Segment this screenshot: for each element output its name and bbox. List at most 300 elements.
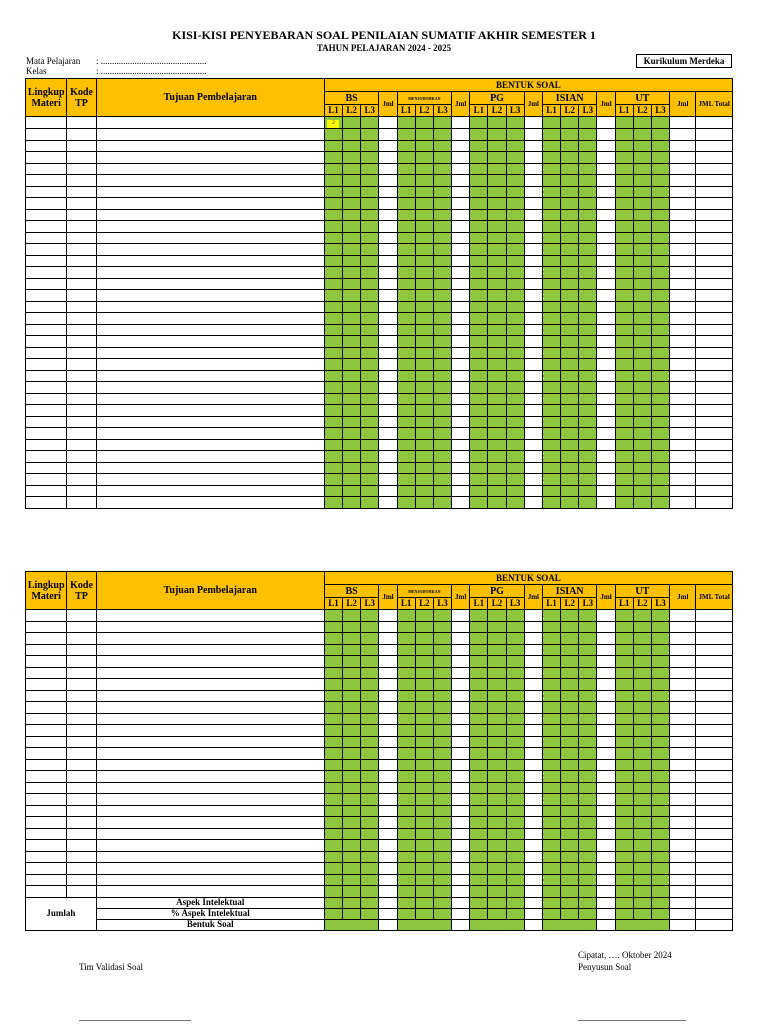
cell-level[interactable]	[579, 186, 597, 198]
cell-jml[interactable]	[597, 679, 615, 691]
cell-level[interactable]	[579, 405, 597, 417]
cell-jml[interactable]	[524, 347, 542, 359]
cell-jml-total[interactable]	[696, 782, 733, 794]
cell-level[interactable]	[633, 416, 651, 428]
cell-level[interactable]	[579, 462, 597, 474]
cell-level[interactable]	[361, 702, 379, 714]
cell-level[interactable]	[633, 736, 651, 748]
cell-tujuan[interactable]	[96, 497, 324, 509]
cell-tujuan[interactable]	[96, 851, 324, 863]
cell-jml[interactable]	[670, 428, 696, 440]
cell-level[interactable]	[488, 175, 506, 187]
summary-cell-level[interactable]	[651, 897, 669, 908]
cell-level[interactable]	[615, 656, 633, 668]
cell-level[interactable]	[633, 713, 651, 725]
cell-jml[interactable]	[379, 794, 397, 806]
cell-level[interactable]	[561, 851, 579, 863]
cell-level[interactable]	[633, 782, 651, 794]
cell-level[interactable]	[542, 152, 560, 164]
cell-level[interactable]	[433, 198, 451, 210]
cell-level[interactable]	[579, 725, 597, 737]
cell-jml[interactable]	[670, 725, 696, 737]
cell-level[interactable]	[361, 175, 379, 187]
cell-level[interactable]	[651, 713, 669, 725]
cell-level[interactable]	[561, 644, 579, 656]
cell-jml[interactable]	[597, 140, 615, 152]
cell-level[interactable]	[361, 198, 379, 210]
cell-jml-total[interactable]	[696, 209, 733, 221]
cell-jml[interactable]	[379, 736, 397, 748]
cell-jml[interactable]	[379, 485, 397, 497]
cell-jml[interactable]	[379, 221, 397, 233]
cell-level[interactable]	[651, 771, 669, 783]
cell-level[interactable]	[343, 416, 361, 428]
cell-level[interactable]	[470, 690, 488, 702]
cell-level[interactable]	[615, 324, 633, 336]
cell-kode[interactable]	[67, 771, 96, 783]
cell-jml[interactable]	[452, 840, 470, 852]
cell-jml[interactable]	[597, 301, 615, 313]
cell-level[interactable]	[579, 621, 597, 633]
cell-level[interactable]	[415, 497, 433, 509]
cell-level[interactable]	[651, 163, 669, 175]
cell-level[interactable]	[633, 152, 651, 164]
cell-level[interactable]	[343, 485, 361, 497]
cell-jml[interactable]	[452, 759, 470, 771]
cell-level[interactable]	[361, 782, 379, 794]
cell-jml[interactable]	[597, 886, 615, 898]
cell-level[interactable]	[488, 863, 506, 875]
cell-level[interactable]	[542, 736, 560, 748]
cell-level[interactable]	[651, 794, 669, 806]
cell-jml[interactable]	[670, 198, 696, 210]
cell-level[interactable]	[343, 336, 361, 348]
cell-level[interactable]	[506, 405, 524, 417]
cell-level[interactable]	[542, 462, 560, 474]
cell-level[interactable]	[324, 290, 342, 302]
cell-level[interactable]	[361, 290, 379, 302]
cell-jml[interactable]	[379, 267, 397, 279]
cell-level[interactable]	[433, 359, 451, 371]
cell-level[interactable]	[615, 301, 633, 313]
cell-level[interactable]	[433, 152, 451, 164]
cell-level[interactable]	[470, 863, 488, 875]
cell-jml[interactable]	[597, 713, 615, 725]
cell-level[interactable]	[470, 828, 488, 840]
cell-level[interactable]	[615, 163, 633, 175]
cell-jml[interactable]	[524, 382, 542, 394]
cell-level[interactable]	[324, 874, 342, 886]
cell-level[interactable]	[433, 794, 451, 806]
cell-jml-total[interactable]	[696, 794, 733, 806]
cell-level[interactable]	[651, 255, 669, 267]
cell-level[interactable]	[579, 497, 597, 509]
cell-level[interactable]	[415, 232, 433, 244]
cell-level[interactable]	[579, 290, 597, 302]
cell-level[interactable]	[324, 782, 342, 794]
cell-level[interactable]	[343, 679, 361, 691]
cell-level[interactable]	[542, 267, 560, 279]
cell-level[interactable]	[633, 725, 651, 737]
cell-level[interactable]	[433, 255, 451, 267]
cell-level[interactable]	[324, 382, 342, 394]
cell-jml[interactable]	[379, 359, 397, 371]
cell-jml[interactable]	[597, 439, 615, 451]
cell-jml[interactable]	[524, 117, 542, 129]
cell-level[interactable]	[488, 347, 506, 359]
cell-level[interactable]	[651, 186, 669, 198]
cell-level[interactable]	[324, 805, 342, 817]
cell-level[interactable]	[506, 805, 524, 817]
cell-jml[interactable]	[597, 497, 615, 509]
cell-lingkup[interactable]	[26, 690, 67, 702]
cell-level[interactable]	[561, 267, 579, 279]
cell-level[interactable]	[542, 713, 560, 725]
cell-lingkup[interactable]	[26, 382, 67, 394]
cell-level[interactable]	[415, 198, 433, 210]
cell-kode[interactable]	[67, 313, 96, 325]
cell-level[interactable]	[542, 759, 560, 771]
cell-jml[interactable]	[597, 474, 615, 486]
cell-lingkup[interactable]	[26, 313, 67, 325]
cell-level[interactable]	[506, 725, 524, 737]
cell-kode[interactable]	[67, 828, 96, 840]
cell-level[interactable]	[542, 416, 560, 428]
cell-level[interactable]	[361, 278, 379, 290]
cell-jml[interactable]	[452, 667, 470, 679]
cell-level[interactable]	[561, 451, 579, 463]
cell-jml[interactable]	[452, 347, 470, 359]
cell-level[interactable]	[579, 644, 597, 656]
cell-level[interactable]	[542, 828, 560, 840]
cell-jml[interactable]	[452, 267, 470, 279]
summary-cell-level[interactable]	[579, 908, 597, 919]
cell-lingkup[interactable]	[26, 485, 67, 497]
cell-level[interactable]	[361, 633, 379, 645]
cell-jml-total[interactable]	[696, 186, 733, 198]
cell-jml[interactable]	[524, 828, 542, 840]
cell-lingkup[interactable]	[26, 267, 67, 279]
cell-level[interactable]	[561, 690, 579, 702]
cell-lingkup[interactable]	[26, 175, 67, 187]
summary-cell-jml[interactable]	[597, 919, 615, 930]
cell-level[interactable]	[506, 451, 524, 463]
cell-level[interactable]	[433, 175, 451, 187]
cell-level[interactable]	[542, 817, 560, 829]
cell-jml-total[interactable]	[696, 462, 733, 474]
cell-jml[interactable]	[597, 644, 615, 656]
cell-level[interactable]	[397, 405, 415, 417]
cell-jml-total[interactable]	[696, 874, 733, 886]
cell-level[interactable]	[433, 725, 451, 737]
cell-level[interactable]	[542, 840, 560, 852]
cell-level[interactable]	[542, 702, 560, 714]
cell-jml-total[interactable]	[696, 679, 733, 691]
summary-cell-level[interactable]	[633, 897, 651, 908]
cell-jml[interactable]	[670, 817, 696, 829]
cell-kode[interactable]	[67, 336, 96, 348]
cell-jml[interactable]	[597, 163, 615, 175]
cell-kode[interactable]	[67, 679, 96, 691]
cell-level[interactable]	[397, 610, 415, 622]
cell-level[interactable]	[415, 163, 433, 175]
summary-cell-total[interactable]	[696, 908, 733, 919]
cell-level[interactable]	[397, 679, 415, 691]
cell-level[interactable]	[433, 301, 451, 313]
cell-level[interactable]	[579, 863, 597, 875]
summary-cell-level[interactable]	[324, 908, 342, 919]
cell-level[interactable]	[506, 198, 524, 210]
cell-level[interactable]	[397, 129, 415, 141]
cell-jml[interactable]	[597, 198, 615, 210]
cell-level[interactable]	[324, 439, 342, 451]
cell-jml[interactable]	[452, 633, 470, 645]
cell-level[interactable]	[488, 828, 506, 840]
cell-level[interactable]	[470, 474, 488, 486]
cell-kode[interactable]	[67, 393, 96, 405]
cell-level[interactable]	[561, 748, 579, 760]
cell-jml[interactable]	[524, 713, 542, 725]
cell-level[interactable]	[488, 313, 506, 325]
cell-level[interactable]	[579, 679, 597, 691]
cell-level[interactable]	[633, 863, 651, 875]
cell-level[interactable]	[433, 462, 451, 474]
cell-level[interactable]	[579, 485, 597, 497]
cell-jml[interactable]	[452, 152, 470, 164]
cell-level[interactable]	[470, 370, 488, 382]
cell-level[interactable]	[651, 175, 669, 187]
cell-jml[interactable]	[670, 451, 696, 463]
cell-jml[interactable]	[379, 817, 397, 829]
cell-level[interactable]	[615, 782, 633, 794]
cell-jml[interactable]	[524, 290, 542, 302]
cell-level[interactable]	[579, 117, 597, 129]
cell-level[interactable]	[506, 313, 524, 325]
cell-level[interactable]	[488, 140, 506, 152]
cell-level[interactable]	[615, 416, 633, 428]
cell-level[interactable]	[651, 805, 669, 817]
cell-level[interactable]	[488, 267, 506, 279]
cell-jml[interactable]	[670, 771, 696, 783]
cell-level[interactable]	[561, 485, 579, 497]
cell-jml[interactable]	[597, 221, 615, 233]
cell-level[interactable]	[415, 644, 433, 656]
summary-cell-bentuk[interactable]	[542, 919, 597, 930]
summary-cell-level[interactable]	[361, 908, 379, 919]
cell-level[interactable]	[470, 393, 488, 405]
cell-level[interactable]	[488, 771, 506, 783]
cell-level[interactable]	[488, 886, 506, 898]
cell-level[interactable]	[415, 347, 433, 359]
cell-level[interactable]	[488, 759, 506, 771]
cell-tujuan[interactable]	[96, 255, 324, 267]
cell-kode[interactable]	[67, 140, 96, 152]
cell-level[interactable]	[633, 621, 651, 633]
cell-level[interactable]	[470, 748, 488, 760]
cell-jml[interactable]	[524, 851, 542, 863]
cell-kode[interactable]	[67, 163, 96, 175]
cell-jml[interactable]	[597, 416, 615, 428]
cell-tujuan[interactable]	[96, 886, 324, 898]
cell-jml[interactable]	[524, 451, 542, 463]
cell-jml[interactable]	[524, 198, 542, 210]
cell-jml[interactable]	[597, 874, 615, 886]
cell-lingkup[interactable]	[26, 874, 67, 886]
cell-jml[interactable]	[597, 129, 615, 141]
cell-jml[interactable]	[379, 129, 397, 141]
summary-cell-total[interactable]	[696, 919, 733, 930]
cell-jml[interactable]	[452, 485, 470, 497]
cell-level[interactable]	[506, 817, 524, 829]
cell-jml[interactable]	[524, 129, 542, 141]
cell-level[interactable]	[470, 725, 488, 737]
cell-level[interactable]	[397, 209, 415, 221]
cell-level[interactable]	[470, 840, 488, 852]
cell-jml[interactable]	[524, 416, 542, 428]
cell-level[interactable]	[579, 736, 597, 748]
cell-level[interactable]	[324, 713, 342, 725]
cell-level[interactable]	[433, 851, 451, 863]
cell-level[interactable]	[542, 313, 560, 325]
cell-level[interactable]	[561, 840, 579, 852]
cell-jml[interactable]	[597, 485, 615, 497]
cell-jml-total[interactable]	[696, 382, 733, 394]
cell-level[interactable]	[561, 621, 579, 633]
cell-level[interactable]	[324, 851, 342, 863]
cell-jml-total[interactable]	[696, 129, 733, 141]
cell-jml[interactable]	[597, 244, 615, 256]
cell-level[interactable]	[343, 794, 361, 806]
cell-level[interactable]	[343, 828, 361, 840]
cell-level[interactable]	[433, 485, 451, 497]
cell-jml[interactable]	[452, 863, 470, 875]
cell-level[interactable]	[651, 863, 669, 875]
cell-jml[interactable]	[379, 633, 397, 645]
summary-cell-level[interactable]	[615, 897, 633, 908]
cell-level[interactable]	[579, 428, 597, 440]
cell-jml[interactable]	[379, 702, 397, 714]
cell-tujuan[interactable]	[96, 725, 324, 737]
summary-cell-bentuk[interactable]	[615, 919, 670, 930]
cell-jml-total[interactable]	[696, 656, 733, 668]
cell-level[interactable]	[615, 690, 633, 702]
cell-level[interactable]	[415, 301, 433, 313]
cell-jml[interactable]	[379, 313, 397, 325]
cell-level[interactable]	[470, 759, 488, 771]
cell-level[interactable]	[561, 439, 579, 451]
cell-level[interactable]	[343, 198, 361, 210]
cell-level[interactable]	[615, 347, 633, 359]
cell-level[interactable]	[615, 382, 633, 394]
cell-level[interactable]	[651, 633, 669, 645]
cell-jml[interactable]	[452, 748, 470, 760]
cell-jml[interactable]	[452, 416, 470, 428]
cell-level[interactable]	[506, 702, 524, 714]
cell-level[interactable]	[470, 428, 488, 440]
cell-level[interactable]	[542, 690, 560, 702]
cell-tujuan[interactable]	[96, 474, 324, 486]
cell-level[interactable]	[397, 621, 415, 633]
cell-level[interactable]	[633, 405, 651, 417]
cell-kode[interactable]	[67, 232, 96, 244]
cell-jml[interactable]	[524, 462, 542, 474]
cell-level[interactable]	[397, 713, 415, 725]
cell-level[interactable]	[361, 736, 379, 748]
cell-level[interactable]	[488, 840, 506, 852]
cell-jml[interactable]	[379, 748, 397, 760]
cell-level[interactable]	[433, 209, 451, 221]
cell-level[interactable]	[470, 267, 488, 279]
cell-tujuan[interactable]	[96, 129, 324, 141]
cell-level[interactable]	[488, 485, 506, 497]
cell-level[interactable]	[397, 451, 415, 463]
cell-level[interactable]	[579, 324, 597, 336]
cell-jml[interactable]	[379, 851, 397, 863]
cell-level[interactable]	[324, 232, 342, 244]
cell-level[interactable]	[470, 324, 488, 336]
summary-cell-jml[interactable]	[452, 908, 470, 919]
cell-level[interactable]	[415, 713, 433, 725]
cell-jml-total[interactable]	[696, 232, 733, 244]
cell-level[interactable]	[343, 690, 361, 702]
cell-level[interactable]	[561, 382, 579, 394]
cell-level[interactable]	[361, 255, 379, 267]
cell-jml[interactable]	[670, 416, 696, 428]
cell-level[interactable]	[361, 497, 379, 509]
cell-kode[interactable]	[67, 633, 96, 645]
cell-level[interactable]	[488, 359, 506, 371]
cell-level[interactable]	[361, 186, 379, 198]
cell-jml[interactable]	[452, 209, 470, 221]
cell-jml[interactable]	[379, 152, 397, 164]
summary-cell-jml[interactable]	[670, 897, 696, 908]
cell-level[interactable]	[488, 336, 506, 348]
cell-level[interactable]	[579, 759, 597, 771]
cell-tujuan[interactable]	[96, 152, 324, 164]
cell-level[interactable]	[488, 805, 506, 817]
cell-kode[interactable]	[67, 474, 96, 486]
cell-level[interactable]	[397, 633, 415, 645]
cell-lingkup[interactable]	[26, 451, 67, 463]
cell-level[interactable]	[488, 278, 506, 290]
cell-level[interactable]	[615, 886, 633, 898]
cell-jml[interactable]	[452, 886, 470, 898]
cell-jml[interactable]	[452, 359, 470, 371]
cell-level[interactable]	[324, 370, 342, 382]
cell-jml[interactable]	[524, 163, 542, 175]
cell-level[interactable]	[579, 198, 597, 210]
cell-level[interactable]	[561, 474, 579, 486]
cell-level[interactable]	[488, 679, 506, 691]
cell-level[interactable]	[433, 736, 451, 748]
cell-level[interactable]	[542, 382, 560, 394]
cell-level[interactable]	[633, 336, 651, 348]
cell-level[interactable]	[633, 439, 651, 451]
cell-level[interactable]	[561, 301, 579, 313]
cell-lingkup[interactable]	[26, 232, 67, 244]
cell-level[interactable]	[361, 656, 379, 668]
cell-level[interactable]	[415, 771, 433, 783]
cell-jml-total[interactable]	[696, 117, 733, 129]
cell-kode[interactable]	[67, 359, 96, 371]
cell-jml[interactable]	[379, 439, 397, 451]
cell-jml[interactable]	[379, 336, 397, 348]
cell-level[interactable]	[470, 209, 488, 221]
cell-level[interactable]	[579, 874, 597, 886]
summary-cell-jml[interactable]	[524, 908, 542, 919]
cell-jml[interactable]	[670, 679, 696, 691]
cell-jml[interactable]	[524, 405, 542, 417]
